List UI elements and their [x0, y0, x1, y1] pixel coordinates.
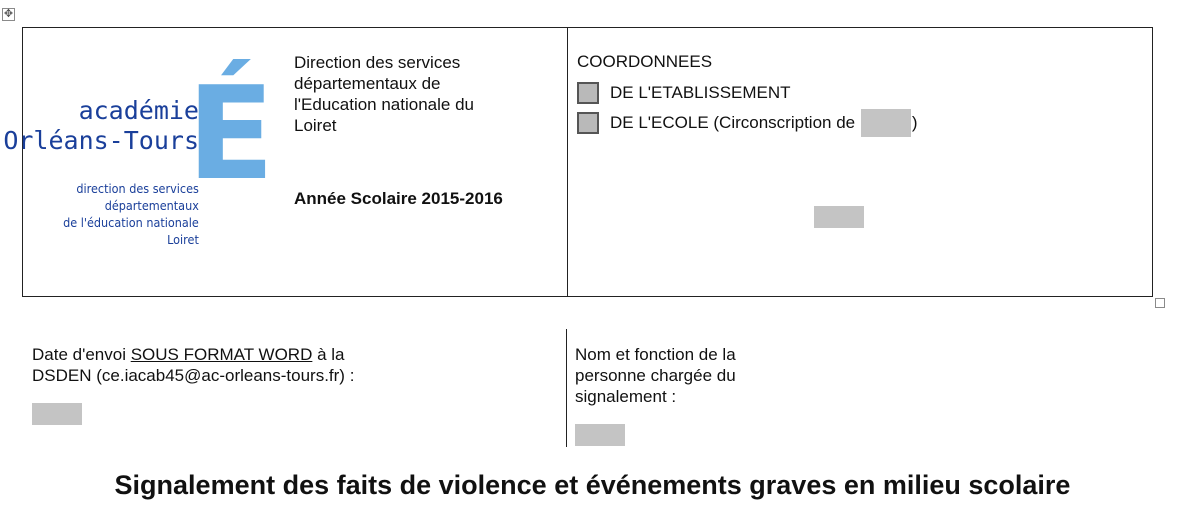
academie-logo [3, 44, 279, 269]
logo-letter: É [187, 60, 275, 209]
date-envoi-line [32, 344, 502, 365]
logo-sub-line: départementaux [104, 198, 199, 213]
date-envoi-prefix: Date d'envoi [32, 345, 131, 364]
logo-sub-line: de l'éducation nationale [63, 215, 199, 230]
logo-line-academie: académie [78, 96, 199, 125]
date-envoi-email-line: DSDEN (ce.iacab45@ac-orleans-tours.fr) : [32, 366, 355, 385]
option-etablissement [577, 80, 791, 106]
date-envoi-format: SOUS FORMAT WORD [130, 345, 313, 364]
header-table [3, 27, 1153, 297]
direction-line: Loiret [294, 116, 337, 135]
checkbox-etablissement[interactable] [577, 82, 599, 104]
coordonnees-title: COORDONNEES [577, 52, 713, 71]
date-envoi-suffix: à la [312, 345, 345, 364]
personne-line: Nom et fonction de la [575, 345, 736, 364]
direction-line: départementaux de [294, 74, 441, 93]
logo-line-orleans-tours: Orléans-Tours [3, 126, 199, 155]
option-etablissement-label: DE L'ETABLISSEMENT [610, 83, 791, 102]
circonscription-field[interactable] [861, 109, 911, 137]
lower-divider [566, 329, 567, 447]
table-resize-icon[interactable] [1155, 298, 1165, 308]
logo-subtitle [63, 180, 199, 248]
direction-line: Direction des services [294, 53, 461, 72]
checkbox-ecole[interactable] [577, 112, 599, 134]
date-envoi-label [32, 344, 502, 386]
logo-sub-line: direction des services [76, 181, 199, 196]
date-envoi-field[interactable] [32, 403, 82, 425]
personne-line: signalement : [575, 387, 677, 406]
personne-field[interactable] [575, 424, 625, 446]
table-move-icon[interactable]: ✥ [3, 8, 14, 20]
option-ecole-label: DE L'ECOLE (Circonscription de [610, 113, 856, 132]
school-year: Année Scolaire 2015-2016 [294, 189, 503, 208]
personne-line: personne chargée du [575, 366, 736, 385]
direction-line: l'Education nationale du [294, 95, 474, 114]
coordonnees-field[interactable] [814, 206, 864, 228]
personne-label [575, 344, 835, 407]
document-title: Signalement des faits de violence et événements graves en milieu scolaire [114, 470, 1071, 500]
direction-heading [294, 52, 544, 136]
option-ecole [577, 110, 918, 136]
option-ecole-suffix: ) [911, 113, 918, 132]
cell-divider [567, 28, 568, 296]
logo-sub-line: Loiret [167, 232, 199, 247]
